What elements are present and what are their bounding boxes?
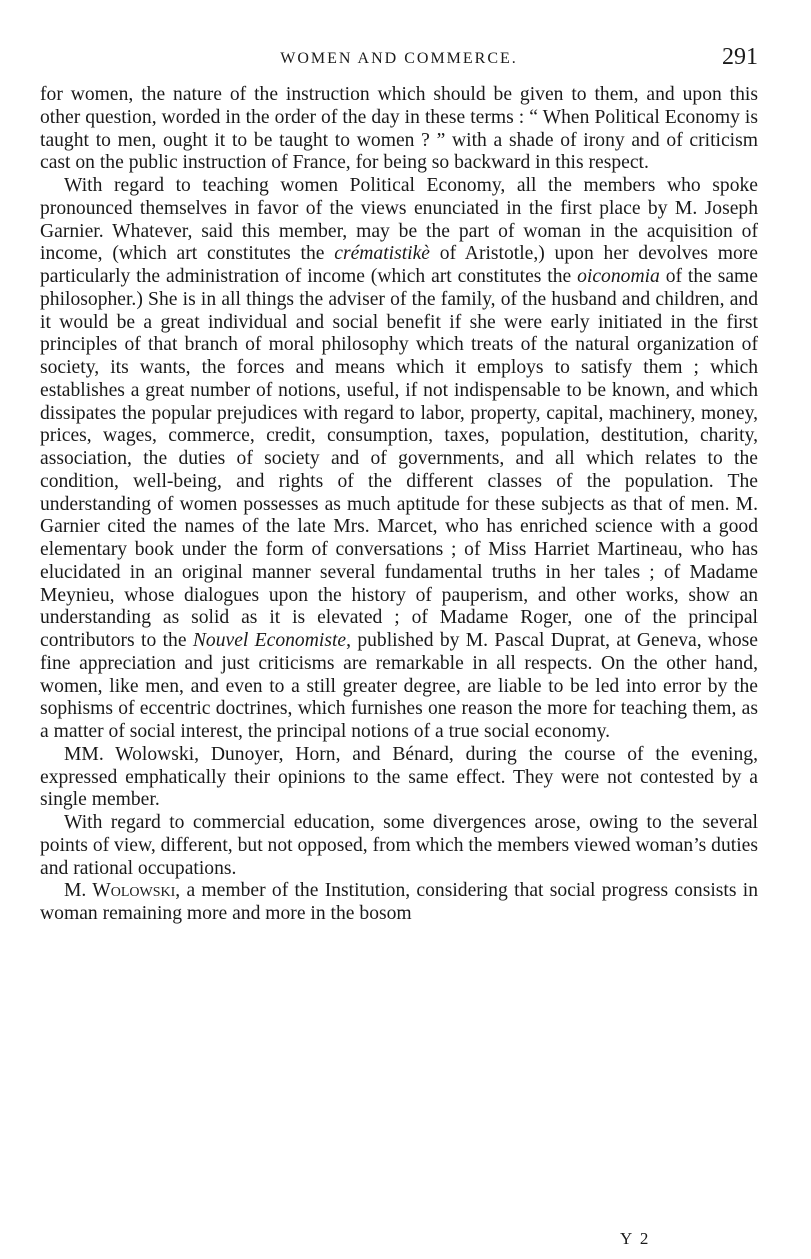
paragraph-2-middle-1: of Aristotle,) upon her devolves more particularly the administration of income (which art constitutes the	[40, 243, 758, 287]
paragraph-2-middle-2: of the same philosopher.) She is in all things the adviser of the family, of the husband and children, and it would be a great individual and social benefit if she were early initiated in the first principles of that branch of moral philosophy which treats of the natural organization of society, its wants, the forces and means which it employs to satisfy them ; which establishes a great number of notions, useful, if not indispensable to be known, and which dissipates the popular prejudices with regard to labor, property, capital, machinery, money, prices, wages, commerce, credit, consumption, taxes, population, destitution, charity, association, the duties of society and of governments, and all which relates to the condition, well-being, and rights of the different classes of the population. The understanding of women possesses as much aptitude for these subjects as that of men. M. Garnier cited the names of the late Mrs. Marcet, who has enriched science with a good elementary book under the form of conversations ; of Miss Harriet Martineau, who has elucidated in an original manner several fundamental truths in her tales ; of Madame Meynieu, whose dialogues upon the history of pauperism, and other works, show an understanding as solid as it is elevated ; of Madame Roger, one of the principal contributors to the	[40, 266, 758, 651]
paragraph-5-text: , a member of the Institution, considering that social progress consists in woman remaining more and more in the bosom	[40, 880, 758, 924]
paragraph-1-text: for women, the nature of the instruction which should be given to them, and upon this other question, worded in the order of the day in these terms : “ When Political Economy is taught to men, ought it to be taught to women ? ” with a shade of irony and of criticism cast on the public instruction of France, for being so backward in this respect.	[40, 84, 758, 174]
page-number: 291	[722, 44, 758, 70]
term-crematistike: crématistikè	[334, 243, 431, 265]
paragraph-4-text: With regard to commercial education, some divergences arose, owing to the several points of view, different, but not opposed, from which the members viewed woman’s duties and rational occupations.	[40, 812, 758, 879]
page-header	[40, 44, 758, 84]
running-title: WOMEN AND COMMERCE.	[280, 50, 518, 67]
paragraph-5	[40, 880, 758, 926]
paragraph-5-name: M. Wolowski	[64, 880, 176, 902]
signature-mark: Y 2	[620, 1229, 651, 1248]
paragraph-2-end: , published by M. Pascal Duprat, at Geneva, whose fine appreciation and just criticisms are remarkable in all respects. On the other hand, women, like men, and even to a still greater degree, are liable to be led into error by the sophisms of eccentric doctrines, which furnishes one reason the more for teaching them, as a matter of social interest, the principal notions of a true social economy.	[40, 630, 758, 742]
paragraph-2	[40, 175, 758, 744]
term-nouvel-economiste: Nouvel Economiste	[192, 630, 347, 651]
body-text	[40, 84, 758, 926]
paragraph-1	[40, 84, 758, 175]
paragraph-3	[40, 744, 758, 812]
paragraph-4	[40, 812, 758, 880]
page	[40, 44, 758, 926]
paragraph-3-text: MM. Wolowski, Dunoyer, Horn, and Bénard, during the course of the evening, expressed emphatically their opinions to the same effect. They were not contested by a single member.	[40, 743, 758, 811]
term-oiconomia: oiconomia	[577, 266, 660, 287]
paragraph-2-intro: With regard to teaching women Political Economy, all the members who spoke pronounced themselves in favor of the views enunciated in the first place by M. Joseph Garnier. Whatever, said this member, may be the part of woman in the acquisition of income, (which art constitutes the	[40, 175, 758, 265]
